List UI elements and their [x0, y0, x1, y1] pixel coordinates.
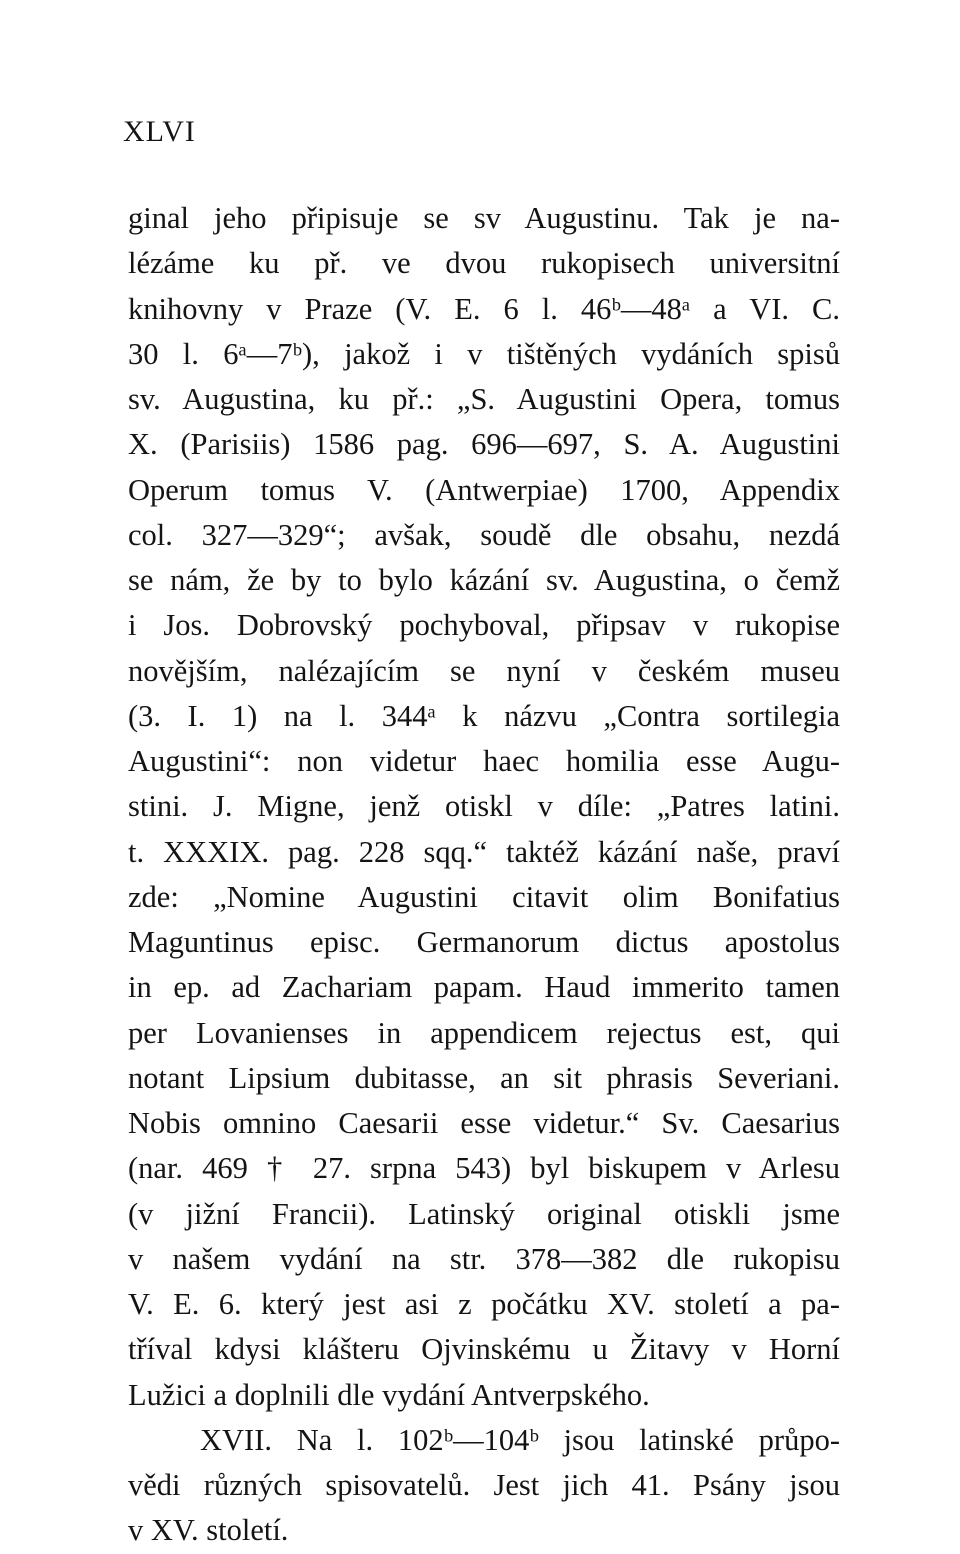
text-line: (v jižní Francii). Latinský original otiskli jsme [128, 1196, 840, 1231]
paragraph-start-line: XVII. Na l. 102ᵇ—104ᵇ jsou latinské průpo- [200, 1422, 840, 1457]
text-line: vědi různých spisovatelů. Jest jich 41. Psány jsou [128, 1468, 840, 1502]
text-line: v našem vydání na str. 378—382 dle rukopisu [128, 1241, 840, 1276]
text-line: per Lovanienses in appendicem rejectus est, qui [128, 1015, 840, 1050]
text-line: se nám, že by to bylo kázání sv. Augustina, o čemž [128, 563, 840, 597]
text-line: Operum tomus V. (Antwerpiae) 1700, Appendix [128, 472, 840, 507]
text-line: Lužici a doplnili dle vydání Antverpského. [128, 1377, 650, 1412]
text-line: Maguntinus episc. Germanorum dictus apostolus [128, 925, 840, 959]
text-line: (3. I. 1) na l. 344ᵃ k názvu „Contra sortilegia [128, 698, 840, 733]
text-line: V. E. 6. který jest asi z počátku XV. století a pa- [128, 1287, 840, 1321]
text-line: Nobis omnino Caesarii esse videtur.“ Sv. Caesarius [128, 1106, 840, 1140]
text-line: v XV. století. [128, 1513, 289, 1548]
text-line: 30 l. 6ᵃ—7ᵇ), jakož i v tištěných vydáních spisů [128, 336, 840, 371]
text-line: tříval kdysi klášteru Ojvinskému u Žitavy v Horní [128, 1332, 840, 1367]
text-line: t. XXXIX. pag. 228 sqq.“ taktéž kázání naše, praví [128, 834, 840, 869]
text-line: stini. J. Migne, jenž otiskl v díle: „Patres latini. [128, 789, 840, 824]
text-line: X. (Parisiis) 1586 pag. 696—697, S. A. Augustini [128, 427, 840, 462]
text-line: zde: „Nomine Augustini citavit olim Bonifatius [128, 879, 840, 914]
text-line: lézáme ku př. ve dvou rukopisech universitní [128, 246, 840, 281]
page-number: XLVI [123, 115, 196, 148]
text-line: notant Lipsium dubitasse, an sit phrasis Severiani. [128, 1060, 840, 1095]
body-text [128, 196, 840, 1554]
text-line: knihovny v Praze (V. E. 6 l. 46ᵇ—48ᵃ a VI. C. [128, 291, 840, 326]
text-line: in ep. ad Zachariam papam. Haud immerito tamen [128, 970, 840, 1005]
text-line: sv. Augustina, ku př.: „S. Augustini Opera, tomus [128, 382, 840, 416]
text-line: ginal jeho připisuje se sv Augustinu. Tak je na- [128, 201, 840, 235]
text-line: novějším, nalézajícím se nyní v českém museu [128, 653, 840, 688]
text-line: i Jos. Dobrovský pochyboval, připsav v rukopise [128, 608, 840, 643]
text-line: col. 327—329“; avšak, soudě dle obsahu, nezdá [128, 517, 840, 552]
text-line: Augustini“: non videtur haec homilia esse Augu- [128, 744, 840, 778]
text-line: (nar. 469 † 27. srpna 543) byl biskupem v Arlesu [128, 1151, 840, 1186]
